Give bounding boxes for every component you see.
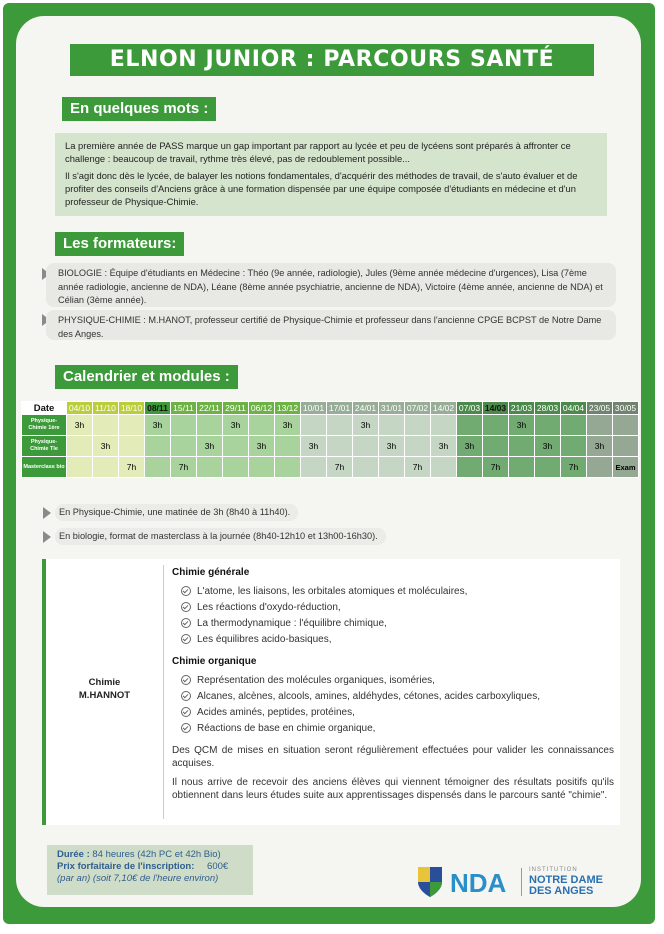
session-cell: 3h — [509, 415, 535, 436]
session-cell — [301, 415, 327, 436]
session-cell: 3h — [93, 436, 119, 457]
session-cell — [431, 415, 457, 436]
date-cell: 30/05 — [613, 402, 639, 415]
session-cell — [431, 457, 457, 478]
logo-line-1: NOTRE DAME — [529, 874, 603, 886]
date-cell: 07/03 — [457, 402, 483, 415]
session-cell — [613, 415, 639, 436]
testimony-paragraph: Il nous arrive de recevoir des anciens élèves qui viennent témoigner des résultats positifs qu'ils obtiennent dans leurs études suite aux apprentissages dispensés dans le parcours santé "chimie". — [172, 777, 614, 801]
session-cell — [119, 436, 145, 457]
session-cell — [197, 457, 223, 478]
pricing-box — [47, 845, 253, 895]
date-cell: 17/01 — [327, 402, 353, 415]
general-chemistry-item — [172, 583, 614, 599]
session-cell — [145, 436, 171, 457]
session-cell — [405, 436, 431, 457]
intro-box — [55, 133, 607, 216]
session-cell — [327, 415, 353, 436]
bullet-arrow-icon — [43, 507, 51, 519]
list-item-text: Réactions de base en chimie organique, — [197, 722, 376, 734]
session-cell: 3h — [223, 415, 249, 436]
module-content — [172, 567, 614, 802]
session-cell: 3h — [587, 436, 613, 457]
divider — [163, 565, 164, 819]
date-cell: 11/10 — [93, 402, 119, 415]
list-item-text: Représentation des molécules organiques, isoméries, — [197, 674, 435, 686]
module-teacher: M.HANNOT — [78, 690, 131, 701]
list-item-text: Acides aminés, peptides, protéines, — [197, 706, 355, 718]
date-cell: 06/12 — [249, 402, 275, 415]
session-cell — [587, 415, 613, 436]
session-cell: 3h — [535, 436, 561, 457]
check-circle-icon — [181, 602, 191, 612]
calendar-table — [21, 401, 639, 478]
date-cell: 13/12 — [275, 402, 301, 415]
list-item-text: Les équilibres acido-basiques, — [197, 633, 332, 645]
general-chemistry-item — [172, 599, 614, 615]
session-cell — [509, 457, 535, 478]
date-cell: 28/03 — [535, 402, 561, 415]
session-cell: 3h — [301, 436, 327, 457]
session-cell — [379, 415, 405, 436]
session-cell — [379, 457, 405, 478]
note-physics-schedule: En Physique-Chimie, une matinée de 3h (8h40 à 11h40). — [55, 504, 298, 521]
module-name: Chimie — [88, 677, 121, 688]
session-cell — [561, 436, 587, 457]
date-cell: 18/10 — [119, 402, 145, 415]
session-cell — [223, 457, 249, 478]
date-cell: 22/11 — [197, 402, 223, 415]
session-cell — [119, 415, 145, 436]
date-cell: 04/04 — [561, 402, 587, 415]
date-cell: 21/03 — [509, 402, 535, 415]
check-circle-icon — [181, 707, 191, 717]
session-cell — [301, 457, 327, 478]
session-cell: 3h — [457, 436, 483, 457]
check-circle-icon — [181, 723, 191, 733]
organic-chemistry-item — [172, 688, 614, 704]
qcm-paragraph: Des QCM de mises en situation seront régulièrement effectuées pour valider les connaissances acquises. — [172, 745, 614, 769]
module-card — [42, 559, 620, 825]
session-cell — [171, 415, 197, 436]
session-cell — [145, 457, 171, 478]
check-circle-icon — [181, 634, 191, 644]
session-cell — [509, 436, 535, 457]
session-cell — [535, 457, 561, 478]
organic-chemistry-heading: Chimie organique — [172, 656, 257, 667]
session-cell — [613, 436, 639, 457]
check-circle-icon — [181, 691, 191, 701]
session-cell: Exam — [613, 457, 639, 478]
logo-small-text: INSTITUTION — [529, 867, 578, 873]
row-label-physique-tle: Physique-Chimie Tle — [22, 436, 67, 457]
session-cell — [561, 415, 587, 436]
session-cell: 3h — [379, 436, 405, 457]
session-cell: 3h — [197, 436, 223, 457]
session-cell — [353, 436, 379, 457]
session-cell: 3h — [353, 415, 379, 436]
session-cell — [327, 436, 353, 457]
date-cell: 07/02 — [405, 402, 431, 415]
session-cell: 7h — [171, 457, 197, 478]
check-circle-icon — [181, 675, 191, 685]
general-chemistry-item — [172, 631, 614, 647]
organic-chemistry-item — [172, 672, 614, 688]
general-chemistry-heading: Chimie générale — [172, 567, 250, 578]
session-cell — [457, 457, 483, 478]
session-cell: 3h — [67, 415, 93, 436]
date-cell: 14/02 — [431, 402, 457, 415]
session-cell — [223, 436, 249, 457]
list-item-text: Alcanes, alcènes, alcools, amines, aldéhydes, cétones, acides carboxyliques, — [197, 690, 540, 702]
session-cell: 7h — [561, 457, 587, 478]
duration-label: Durée : — [57, 849, 90, 860]
session-cell — [93, 457, 119, 478]
session-cell — [249, 415, 275, 436]
price-label: Prix forfaitaire de l'inscription: — [57, 861, 195, 872]
list-item-text: Les réactions d'oxydo-réduction, — [197, 601, 341, 613]
session-cell — [587, 457, 613, 478]
list-item-text: La thermodynamique : l'équilibre chimique, — [197, 617, 387, 629]
session-cell — [535, 415, 561, 436]
session-cell: 3h — [145, 415, 171, 436]
session-cell: 3h — [431, 436, 457, 457]
trainer-biology: BIOLOGIE : Équipe d'étudiants en Médecine : Théo (9e année, radiologie), Jules (9ème année médecine d'urgences), Lisa (7ème année radiologie, ancienne de NDA), Léane (8ème année psychiatrie, ancienne de NDA), Victoire (4ème année, ancienne de NDA) et Célian (3ème année). — [46, 263, 616, 307]
nda-logo — [417, 865, 617, 899]
general-chemistry-item — [172, 615, 614, 631]
price-value: 600€ — [207, 861, 229, 872]
session-cell — [197, 415, 223, 436]
date-header: Date — [22, 402, 67, 415]
session-cell — [67, 436, 93, 457]
session-cell — [275, 457, 301, 478]
trainer-physics-chemistry: PHYSIQUE-CHIMIE : M.HANOT, professeur certifié de Physique-Chimie et professeur dans l'ancienne CPGE BCPST de Notre Dame des Anges. — [46, 310, 616, 340]
price-note: (par an) (soit 7,10€ de l'heure environ) — [57, 873, 219, 884]
module-title — [46, 676, 163, 702]
duration-value: 84 heures (42h PC et 42h Bio) — [92, 849, 221, 860]
organic-chemistry-list — [172, 672, 614, 736]
date-cell: 10/01 — [301, 402, 327, 415]
session-cell — [275, 436, 301, 457]
session-cell: 7h — [119, 457, 145, 478]
organic-chemistry-item — [172, 704, 614, 720]
bullet-arrow-icon — [43, 531, 51, 543]
session-cell: 7h — [405, 457, 431, 478]
session-cell — [405, 415, 431, 436]
session-cell — [483, 415, 509, 436]
list-item-text: L'atome, les liaisons, les orbitales atomiques et moléculaires, — [197, 585, 468, 597]
session-cell: 7h — [483, 457, 509, 478]
date-cell: 15/11 — [171, 402, 197, 415]
check-circle-icon — [181, 586, 191, 596]
intro-paragraph-1: La première année de PASS marque un gap important par rapport au lycée et peu de lycéens sont préparés à affronter ce challenge : beaucoup de travail, rythme très élevé, pas de redoublement possible... — [65, 140, 571, 164]
date-cell: 08/11 — [145, 402, 171, 415]
logo-line-2: DES ANGES — [529, 885, 594, 897]
note-biology-schedule: En biologie, format de masterclass à la journée (8h40-12h10 et 13h00-16h30). — [55, 528, 386, 545]
section-heading-calendar: Calendrier et modules : — [55, 365, 238, 389]
session-cell: 3h — [249, 436, 275, 457]
date-cell: 04/10 — [67, 402, 93, 415]
module-left-column — [46, 559, 163, 825]
session-cell — [457, 415, 483, 436]
session-cell — [67, 457, 93, 478]
logo-mark: NDA — [450, 868, 507, 898]
check-circle-icon — [181, 618, 191, 628]
section-heading-trainers: Les formateurs: — [55, 232, 184, 256]
row-label-physique-1ere: Physique-Chimie 1ère — [22, 415, 67, 436]
row-label-masterclass-bio: Masterclass bio — [22, 457, 67, 478]
session-cell: 7h — [327, 457, 353, 478]
organic-chemistry-item — [172, 720, 614, 736]
general-chemistry-list — [172, 583, 614, 647]
session-cell — [249, 457, 275, 478]
date-cell: 24/01 — [353, 402, 379, 415]
session-cell — [93, 415, 119, 436]
date-cell: 31/01 — [379, 402, 405, 415]
session-cell: 3h — [275, 415, 301, 436]
date-cell: 23/05 — [587, 402, 613, 415]
session-cell — [483, 436, 509, 457]
section-heading-intro: En quelques mots : — [62, 97, 216, 121]
session-cell — [353, 457, 379, 478]
session-cell — [171, 436, 197, 457]
intro-paragraph-2: Il s'agit donc dès le lycée, de balayer les notions fondamentales, d'acquérir des méthodes de travail, de s'auto évaluer et de profiter des conseils d'Anciens grâce à une formation dispensée par une équipe composée d'étudiants en médecine et d'un professeur de Physique-Chimie. — [65, 170, 578, 207]
date-cell: 29/11 — [223, 402, 249, 415]
date-cell: 14/03 — [483, 402, 509, 415]
page-title: ELNON JUNIOR : PARCOURS SANTÉ — [70, 44, 594, 76]
